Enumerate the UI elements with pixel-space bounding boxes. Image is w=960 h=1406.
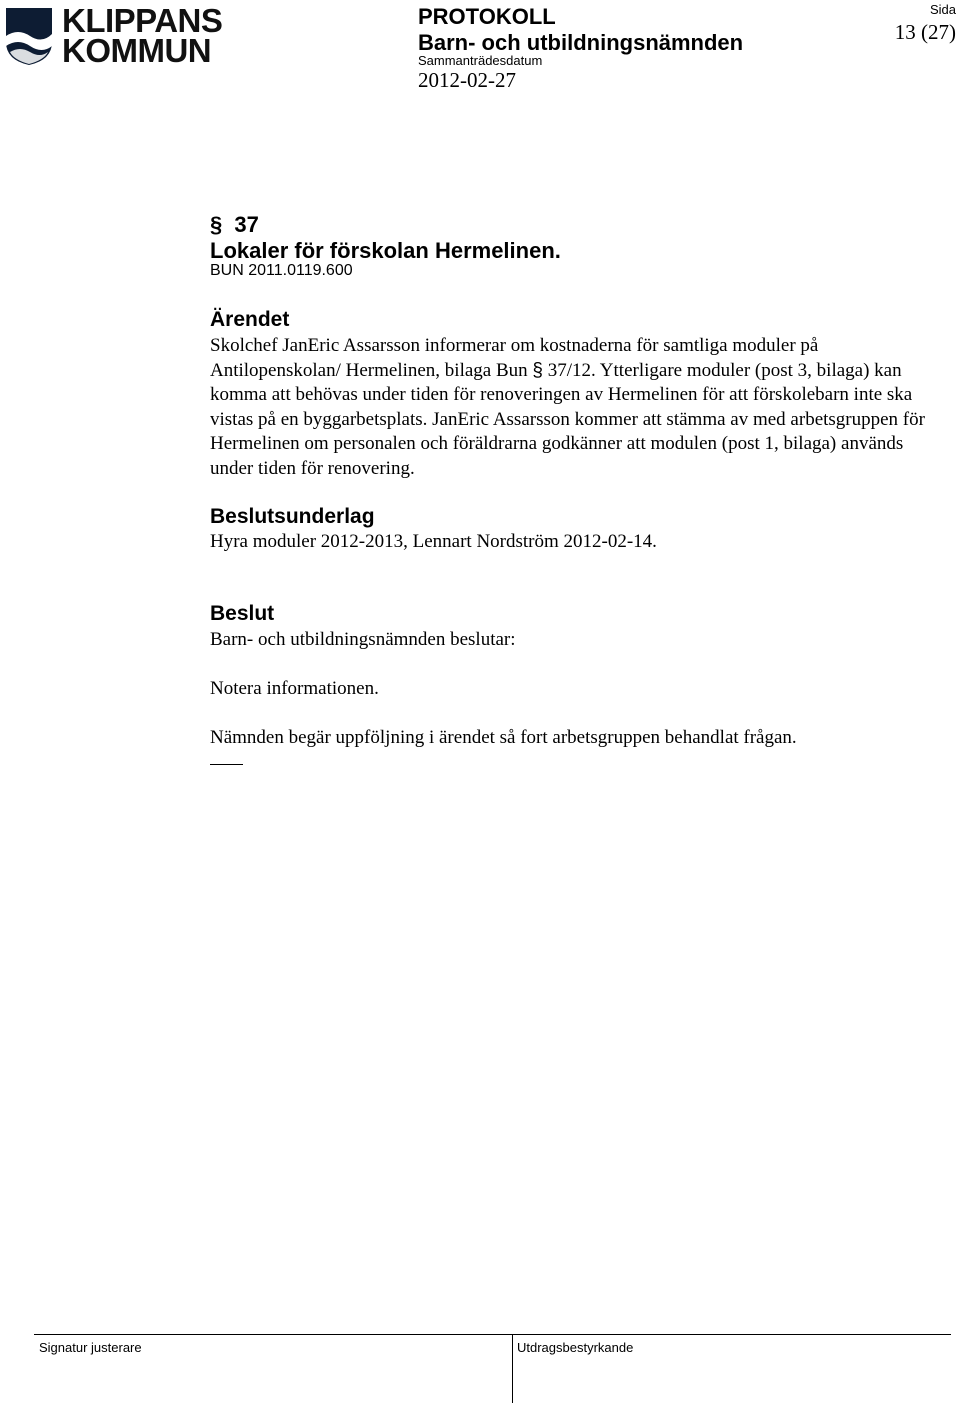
section-sign: § (210, 212, 223, 237)
beslut-intro: Barn- och utbildningsnämnden beslutar: (210, 629, 516, 650)
section-title: Lokaler för förskolan Hermelinen. (210, 238, 561, 263)
committee-name: Barn- och utbildningsnämnden (418, 30, 744, 55)
coat-of-arms-icon (4, 6, 54, 66)
beslutsunderlag-heading: Beslutsunderlag (210, 505, 375, 528)
paragraph-sign: § (532, 359, 543, 381)
section-number-value: 37 (234, 212, 259, 237)
section-end-line (210, 764, 243, 765)
extract-label: Utdragsbestyrkande (517, 1340, 634, 1355)
logo-text-kommun: KOMMUN (62, 32, 212, 69)
arendet-text (210, 334, 930, 481)
document-type: PROTOKOLL (418, 4, 556, 29)
meeting-date-label: Sammanträdesdatum (418, 53, 543, 68)
logo-text-klippans: KLIPPANS (62, 2, 223, 39)
page-number: 13 (27) (894, 20, 956, 44)
footer-divider (512, 1334, 513, 1403)
signature-label: Signatur justerare (39, 1340, 142, 1355)
beslut-item: Notera informationen. (210, 678, 379, 699)
klippan-kommun-logo (4, 2, 223, 69)
footer-rule (34, 1334, 951, 1335)
beslut-item: Nämnden begär uppföljning i ärendet så fort arbetsgruppen behandlat frågan. (210, 727, 797, 748)
section-number (210, 212, 259, 238)
arendet-text-part1: Skolchef JanEric Assarsson informerar om kostnaderna för samtliga moduler på Antilopenskolan/ Hermelinen, bilaga Bun (210, 335, 819, 381)
beslut-heading: Beslut (210, 602, 275, 625)
beslutsunderlag-text: Hyra moduler 2012-2013, Lennart Nordström 2012-02-14. (210, 531, 657, 552)
arendet-text-part2: 37/12. Ytterligare moduler (post 3, bilaga) kan komma att behövas under tiden för renoveringen av Hermelinen för att förskolebarn inte ska vistas på en byggarbetsplats. JanEric Assarsson kommer att stämma av med arbetsgruppen för Hermelinen om personalen och föräldrarna godkänner att modulen (post 1, bilaga) används under tiden för renovering. (210, 359, 925, 479)
case-reference: BUN 2011.0119.600 (210, 262, 353, 279)
arendet-heading: Ärendet (210, 308, 290, 331)
meeting-date: 2012-02-27 (418, 68, 516, 92)
page-label: Sida (929, 2, 956, 17)
